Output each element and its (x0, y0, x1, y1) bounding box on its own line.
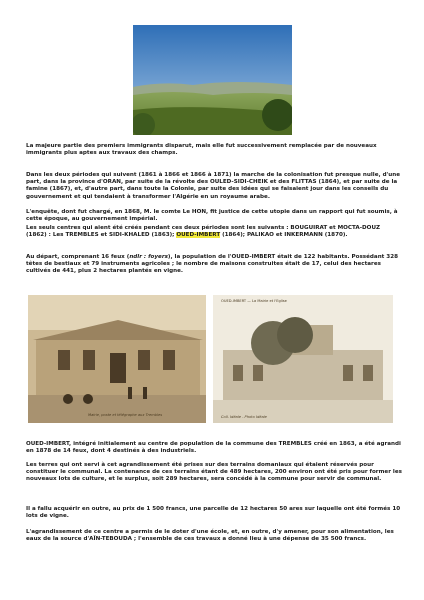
photo-right-header: OUED-IMBERT — La Mairie et l'Eglise (221, 299, 287, 303)
photo-right-caption: Coll. Idéale - Photo Idéale (221, 415, 267, 419)
photo-mairie-trembles (28, 295, 206, 423)
paragraph-7: Il a fallu acquérir en outre, au prix de 1 500 francs, une parcelle de 12 hectares 50 ares sur laquelle ont été formés 10 lots de vigne. (26, 506, 401, 520)
photo-mairie-eglise (213, 295, 393, 423)
paragraph-6: Les terres qui ont servi à cet agrandissement été prises sur des terrains domaniaux qui étaient réservés pour constituer le communal. La contenance de ces terrains étant de 489 hectares, 200 environ ont été pris pour former les nouveaux lots de culture, et le surplus, soit 289 hectares, sera concédé à la commune pour servir de communal. (26, 462, 402, 483)
paragraph-3b-text-1: Les seuls centres qui aient été créés pendant ces deux périodes sont les suivants : BOUGUIRAT et MOCTA-DOUZ (1862) : Les TREMBLES et SIDI-KHALED (1863); (26, 225, 381, 239)
paragraph-2: Dans les deux périodes qui suivent (1861 à 1866 et 1866 à 1871) la marche de la colonisation fut presque nulle, d'une part, dans la province d'ORAN, par suite de la révolte des OULED-SIDI-CHEIK et des FLITTAS (1864), et par suite de la famine (1867), et, d'autre part, dans toute la Colonie, par suite des idées qui se faisaient jour dans les conseils du gouvernement et qui tendaient à transformer l'Algérie en un royaume arabe. (26, 172, 401, 200)
paragraph-3b (26, 225, 402, 239)
landscape-photo (133, 25, 292, 135)
paragraph-4 (26, 254, 402, 276)
paragraph-8: L'agrandissement de ce centre a permis de le doter d'une école, et, en outre, d'y amener, pour son alimentation, les eaux de la source d'AÏN-TEBOUDA ; l'ensemble de ces travaux a donné lieu à une dépense de 35 500 francs. (26, 529, 394, 543)
paragraph-4-text-1: Au départ, comprenant 16 feux ( (26, 254, 130, 260)
paragraph-4-italic: ndlr : foyers (129, 254, 168, 260)
highlighted-oued-imbert: OUED-IMBERT (176, 232, 221, 239)
paragraph-5: OUED-IMBERT, intégré initialement au centre de population de la commune des TREMBLES créé en 1863, a été agrandi en 1878 de 14 feux, dont 4 destinés à des industriels. (26, 441, 401, 455)
paragraph-3b-text-2: (1864); PALIKAO et INKERMANN (1870). (220, 232, 348, 239)
paragraph-4-text-2: ), la population de l'OUED-IMBERT était de 122 habitants. Possédant 328 têtes de bestiaux et 79 instruments agricoles ; le nombre de maisons construites était de 17, celui des hectares cultivés de 441, plus 2 hectares plantés en vigne. (26, 254, 398, 275)
paragraph-1: La majeure partie des premiers immigrants disparut, mais elle fut successivement remplacée par de nouveaux immigrants plus aptes aux travaux des champs. (26, 143, 377, 157)
paragraph-3a: L'enquête, dont fut chargé, en 1868, M. le comte Le HON, fit justice de cette utopie dans un rapport qui fut soumis, à cette époque, au gouvernement impérial. (26, 209, 398, 223)
photo-left-caption: Mairie, poste et télégraphe aux Trembles (88, 413, 163, 417)
